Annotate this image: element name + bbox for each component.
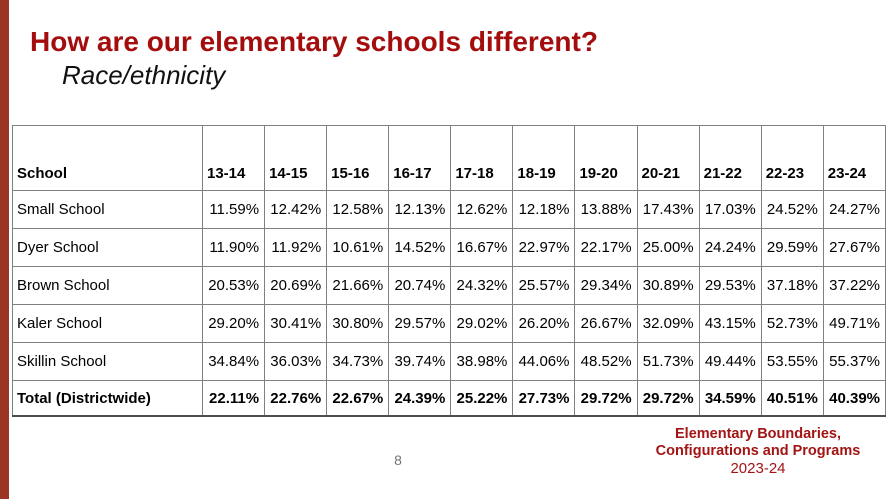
column-header-year: 19-20 [575,126,637,191]
value-cell: 24.52% [761,191,823,229]
table-row [13,229,886,267]
value-cell: 27.67% [823,229,885,267]
footer-line-2: Configurations and Programs [655,443,861,459]
table-header-row [13,126,886,191]
value-cell: 29.59% [761,229,823,267]
value-cell: 11.90% [203,229,265,267]
value-cell: 11.92% [265,229,327,267]
value-cell: 52.73% [761,305,823,343]
value-cell: 29.20% [203,305,265,343]
row-label: Dyer School [13,229,203,267]
value-cell: 37.18% [761,267,823,305]
value-cell: 38.98% [451,343,513,381]
column-header-year: 21-22 [699,126,761,191]
value-cell: 24.39% [389,381,451,417]
value-cell: 11.59% [203,191,265,229]
page-number: 8 [394,452,402,468]
slide-title: How are our elementary schools different? [30,26,598,57]
column-header-year: 15-16 [327,126,389,191]
column-header-year: 16-17 [389,126,451,191]
table-body [13,191,886,417]
value-cell: 49.44% [699,343,761,381]
footer-line-year: 2023-24 [730,460,786,477]
value-cell: 29.53% [699,267,761,305]
row-label: Skillin School [13,343,203,381]
row-label: Total (Districtwide) [13,381,203,417]
value-cell: 26.20% [513,305,575,343]
row-label: Small School [13,191,203,229]
value-cell: 40.39% [823,381,885,417]
value-cell: 25.22% [451,381,513,417]
value-cell: 24.27% [823,191,885,229]
value-cell: 25.00% [637,229,699,267]
slide-subtitle: Race/ethnicity [62,60,226,90]
value-cell: 17.03% [699,191,761,229]
value-cell: 12.13% [389,191,451,229]
value-cell: 22.67% [327,381,389,417]
column-header-year: 23-24 [823,126,885,191]
value-cell: 34.59% [699,381,761,417]
value-cell: 20.53% [203,267,265,305]
value-cell: 29.57% [389,305,451,343]
value-cell: 39.74% [389,343,451,381]
value-cell: 22.76% [265,381,327,417]
value-cell: 29.72% [637,381,699,417]
table-row [13,267,886,305]
column-header-year: 18-19 [513,126,575,191]
value-cell: 17.43% [637,191,699,229]
value-cell: 30.80% [327,305,389,343]
value-cell: 51.73% [637,343,699,381]
column-header-year: 17-18 [451,126,513,191]
row-label: Kaler School [13,305,203,343]
value-cell: 13.88% [575,191,637,229]
value-cell: 25.57% [513,267,575,305]
column-header-year: 13-14 [203,126,265,191]
value-cell: 24.32% [451,267,513,305]
left-accent-bar [0,0,9,499]
value-cell: 22.11% [203,381,265,417]
column-header-year: 22-23 [761,126,823,191]
value-cell: 12.58% [327,191,389,229]
value-cell: 37.22% [823,267,885,305]
value-cell: 12.62% [451,191,513,229]
table-row [13,305,886,343]
column-header-year: 14-15 [265,126,327,191]
column-header-school: School [13,126,203,191]
table-row-total [13,381,886,417]
value-cell: 36.03% [265,343,327,381]
value-cell: 16.67% [451,229,513,267]
value-cell: 10.61% [327,229,389,267]
value-cell: 30.89% [637,267,699,305]
value-cell: 20.74% [389,267,451,305]
value-cell: 24.24% [699,229,761,267]
value-cell: 30.41% [265,305,327,343]
value-cell: 34.84% [203,343,265,381]
column-header-year: 20-21 [637,126,699,191]
value-cell: 12.18% [513,191,575,229]
row-label: Brown School [13,267,203,305]
value-cell: 29.02% [451,305,513,343]
value-cell: 22.97% [513,229,575,267]
value-cell: 34.73% [327,343,389,381]
value-cell: 26.67% [575,305,637,343]
table-row [13,343,886,381]
value-cell: 53.55% [761,343,823,381]
value-cell: 40.51% [761,381,823,417]
value-cell: 27.73% [513,381,575,417]
value-cell: 14.52% [389,229,451,267]
value-cell: 22.17% [575,229,637,267]
value-cell: 55.37% [823,343,885,381]
value-cell: 43.15% [699,305,761,343]
value-cell: 49.71% [823,305,885,343]
value-cell: 21.66% [327,267,389,305]
value-cell: 32.09% [637,305,699,343]
value-cell: 12.42% [265,191,327,229]
value-cell: 44.06% [513,343,575,381]
footer-attribution [631,426,885,477]
value-cell: 20.69% [265,267,327,305]
race-ethnicity-table [12,125,886,417]
value-cell: 29.72% [575,381,637,417]
footer-line-1: Elementary Boundaries, [675,426,841,442]
value-cell: 29.34% [575,267,637,305]
table-row [13,191,886,229]
table-header [13,126,886,191]
value-cell: 48.52% [575,343,637,381]
